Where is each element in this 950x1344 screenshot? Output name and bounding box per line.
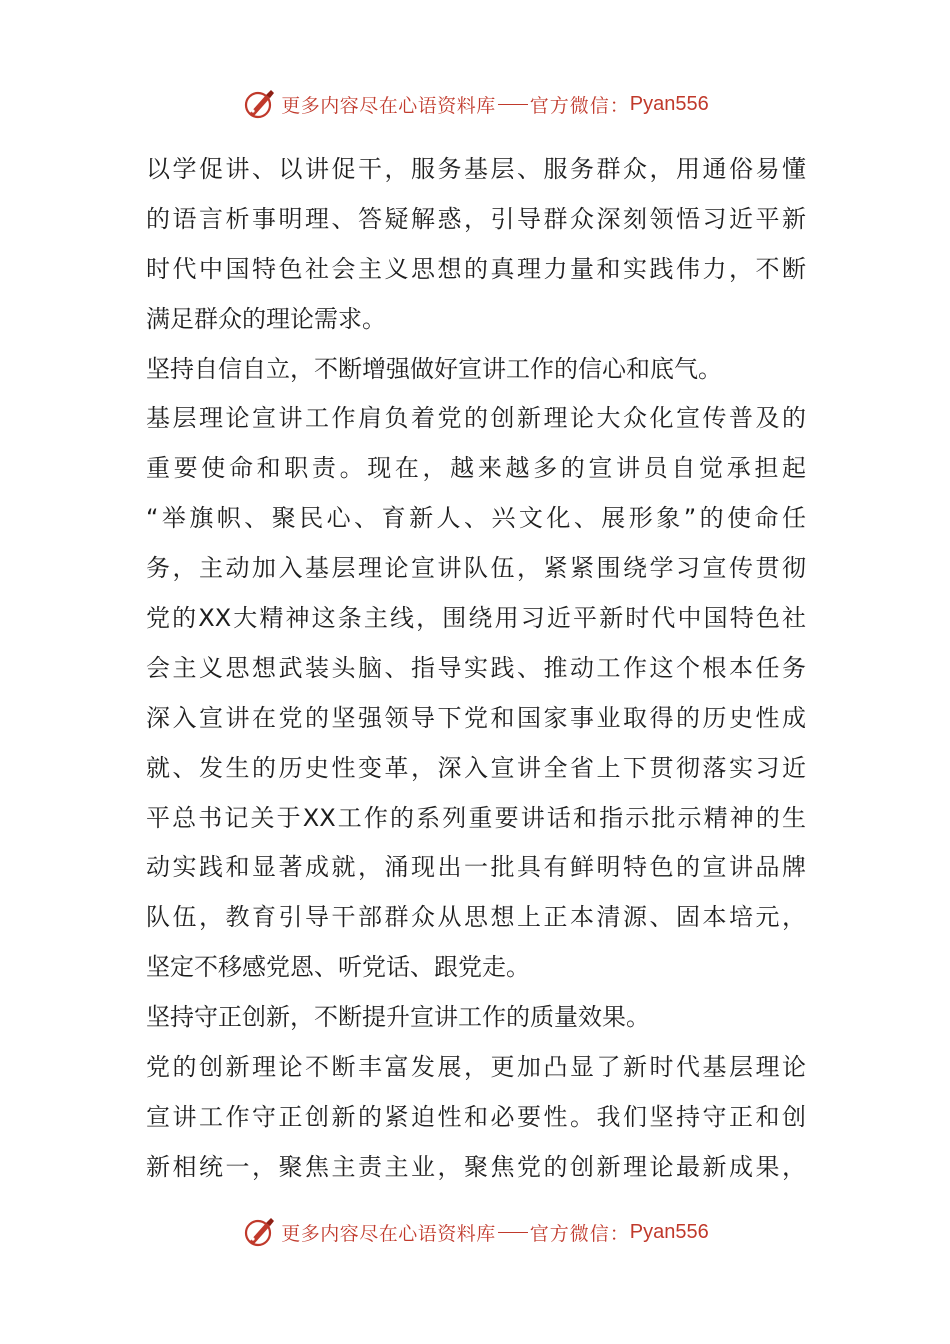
- text-line: 时代中国特色社会主义思想的真理力量和实践伟力，不断: [146, 254, 806, 283]
- text-line: 平总书记关于XX工作的系列重要讲话和指示批示精神的生: [146, 803, 806, 832]
- document-body: [146, 145, 806, 1193]
- banner-wechat-label: 官方微信：: [529, 94, 630, 117]
- banner-text: 更多内容尽在心语资料库: [281, 1222, 496, 1245]
- pen-nib-circle-icon: [241, 86, 277, 122]
- text-line: 会主义思想武装头脑、指导实践、推动工作这个根本任务: [146, 653, 806, 682]
- text-line: 宣讲工作守正创新的紧迫性和必要性。我们坚持守正和创: [146, 1102, 806, 1131]
- text-line: 就、发生的历史性变革，深入宣讲全省上下贯彻落实习近: [146, 753, 806, 782]
- banner-wechat-id: Pyan556: [629, 1220, 709, 1243]
- text-line: 坚持自信自立，不断增强做好宣讲工作的信心和底气。: [146, 354, 722, 383]
- footer-banner: [0, 1212, 950, 1252]
- header-banner: [0, 84, 950, 124]
- banner-dash: [498, 104, 528, 105]
- text-line: 队伍，教育引导干部群众从思想上正本清源、固本培元，: [146, 903, 806, 932]
- banner-dash: [498, 1232, 528, 1233]
- banner-wechat-label: 官方微信：: [529, 1222, 630, 1245]
- text-line: 新相统一，聚焦主责主业，聚焦党的创新理论最新成果，: [146, 1152, 806, 1181]
- text-line: 务，主动加入基层理论宣讲队伍，紧紧围绕学习宣传贯彻: [146, 554, 806, 583]
- text-line: 坚定不移感党恩、听党话、跟党走。: [146, 953, 530, 982]
- text-line: 的语言析事明理、答疑解惑，引导群众深刻领悟习近平新: [146, 204, 806, 233]
- text-line: 以学促讲、以讲促干，服务基层、服务群众，用通俗易懂: [146, 155, 806, 183]
- text-line: 党的创新理论不断丰富发展，更加凸显了新时代基层理论: [146, 1053, 806, 1082]
- text-line: “举旗帜、聚民心、育新人、兴文化、展形象”的使命任: [146, 504, 806, 533]
- text-line: 坚持守正创新，不断提升宣讲工作的质量效果。: [146, 1003, 650, 1032]
- text-line: 满足群众的理论需求。: [146, 304, 386, 333]
- text-line: 基层理论宣讲工作肩负着党的创新理论大众化宣传普及的: [146, 404, 806, 433]
- text-line: 党的XX大精神这条主线，围绕用习近平新时代中国特色社: [146, 604, 806, 633]
- pen-nib-circle-icon: [241, 1214, 277, 1250]
- text-line: 深入宣讲在党的坚强领导下党和国家事业取得的历史性成: [146, 703, 806, 732]
- text-line: 动实践和显著成就，涌现出一批具有鲜明特色的宣讲品牌: [146, 853, 806, 882]
- banner-wechat-id: Pyan556: [629, 92, 709, 115]
- banner-text: 更多内容尽在心语资料库: [281, 94, 496, 117]
- text-line: 重要使命和职责。现在，越来越多的宣讲员自觉承担起: [146, 454, 806, 483]
